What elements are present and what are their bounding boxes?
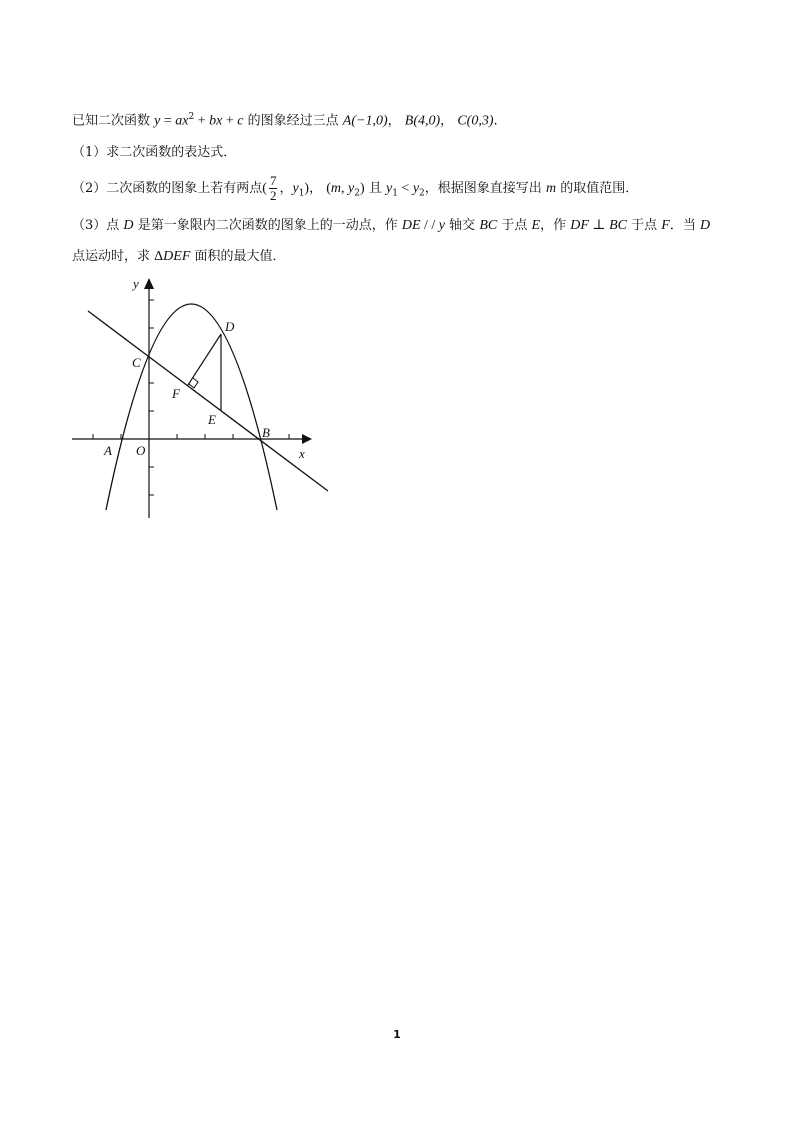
label-e: E <box>208 412 216 427</box>
part-3-text: （3）点 <box>72 218 120 233</box>
problem-intro: 已知二次函数 $y = ax^2$ + bx + c 的图象经过三点 A(−1,0)， B(4,0)， C(0,3). <box>72 112 498 129</box>
point-c-coord: C(0,3) <box>457 113 494 129</box>
label-o: O <box>136 443 146 458</box>
page-number: 1 <box>393 1028 401 1041</box>
y-axis-ticks <box>149 300 154 495</box>
label-y-axis: y <box>133 278 139 291</box>
part-2: （2）二次函数的图象上若有两点( $\frac{7}{2}$ ，$y_1$)， (m, $y_2$) 且 $y_1 < y_2$，根据图象直接写出 m 的取值范围． <box>72 173 639 203</box>
point-a-coord: A(−1,0) <box>342 113 388 129</box>
part-2-text: （2）二次函数的图象上若有两点 <box>72 181 263 196</box>
intro-text: 已知二次函数 <box>72 113 151 129</box>
segment-df <box>188 334 221 385</box>
function-formula: y <box>154 113 161 129</box>
x-axis-arrow-icon <box>302 434 312 444</box>
y-axis-arrow-icon <box>144 278 154 289</box>
intro-text-2: 的图象经过三点 <box>247 113 339 129</box>
right-angle-mark <box>189 378 198 388</box>
label-d: D <box>225 319 235 334</box>
label-b: B <box>262 425 270 440</box>
fraction-seven-halves: $\frac{7}{2}$ <box>269 173 277 203</box>
variable-m: m <box>545 181 557 196</box>
part-3: （3）点 D 是第一象限内二次函数的图象上的一动点，作 DE / / y 轴交 BC 于点 E，作 DF ⊥ BC 于点 F．当 D <box>72 218 711 233</box>
label-a: A <box>104 443 112 458</box>
point-b-coord: B(4,0) <box>404 113 441 129</box>
part-3-text-2: 点运动时，求 <box>72 249 151 264</box>
line-bc <box>88 311 328 491</box>
function-graph-figure <box>70 278 340 528</box>
label-c: C <box>132 355 141 370</box>
part-1 <box>72 143 236 163</box>
label-x-axis: x <box>299 446 305 461</box>
part-3-line-2: 点运动时，求 ΔDEF 面积的最大值． <box>72 249 286 264</box>
parabola-curve <box>106 304 277 510</box>
label-f: F <box>172 386 180 401</box>
part-1-text: （1）求二次函数的表达式． <box>72 145 237 160</box>
